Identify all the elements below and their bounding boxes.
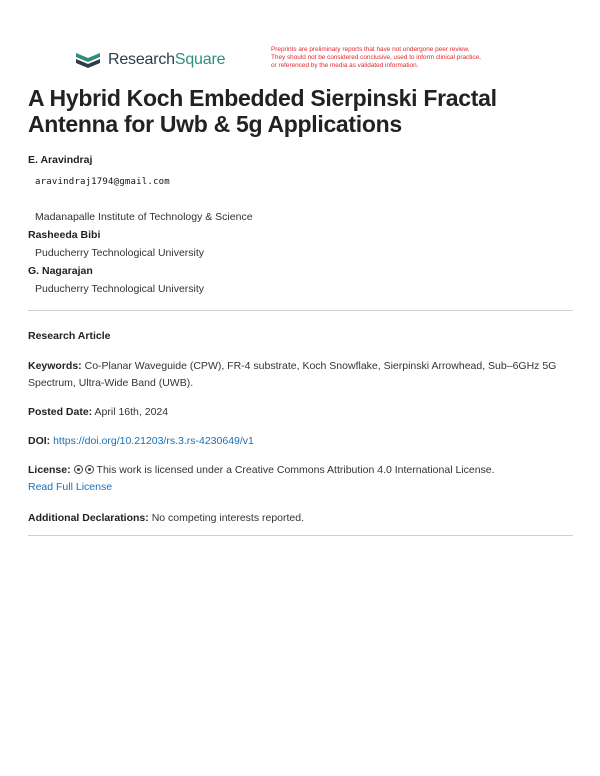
preprint-disclaimer <box>271 46 571 70</box>
research-square-logo-icon <box>74 49 102 71</box>
creative-commons-icons <box>74 465 94 474</box>
doi-label: DOI: <box>28 435 51 447</box>
keywords-label: Keywords: <box>28 360 82 372</box>
author-name: E. Aravindraj <box>28 154 93 166</box>
author-affiliation: Puducherry Technological University <box>35 283 205 295</box>
research-square-logo[interactable] <box>74 47 225 73</box>
author-email[interactable]: aravindraj1794@gmail.com <box>35 177 170 187</box>
posted-date-value: April 16th, 2024 <box>94 406 169 418</box>
disclaimer-line: Preprints are preliminary reports that have not undergone peer review. <box>271 46 470 53</box>
doi-link[interactable]: https://doi.org/10.21203/rs.3.rs-4230649/v1 <box>53 435 254 447</box>
author-name: Rasheeda Bibi <box>28 229 101 241</box>
article-type: Research Article <box>28 330 111 342</box>
author-affiliation: Madanapalle Institute of Technology & Science <box>35 211 253 223</box>
cc-icon <box>74 465 83 474</box>
license-section <box>28 462 573 496</box>
declarations-text: No competing interests reported. <box>151 512 305 524</box>
read-full-license-link[interactable]: Read Full License <box>28 481 113 493</box>
license-label: License: <box>28 464 71 476</box>
brand-research-text: Research <box>108 51 175 68</box>
section-divider <box>28 310 573 311</box>
paper-title: A Hybrid Koch Embedded Sierpinski Fractal Antenna for Uwb & 5g Applications <box>28 85 497 137</box>
declarations-section <box>28 510 573 527</box>
doi-section <box>28 433 573 450</box>
brand-square-text: Square <box>174 51 226 68</box>
declarations-label: Additional Declarations: <box>28 512 149 524</box>
section-divider <box>28 535 573 536</box>
disclaimer-line: or referenced by the media as validated information. <box>271 62 419 69</box>
keywords-text: Co-Planar Waveguide (CPW), FR-4 substrate, Koch Snowflake, Sierpinski Arrowhead, Sub–6GHz 5G Spectrum, Ultra-Wide Band (UWB). <box>28 360 557 389</box>
author-name: G. Nagarajan <box>28 265 93 277</box>
license-text: This work is licensed under a Creative Commons Attribution 4.0 International License. <box>96 464 495 476</box>
author-affiliation: Puducherry Technological University <box>35 247 205 259</box>
posted-date-section <box>28 404 573 421</box>
keywords-section <box>28 358 573 392</box>
attribution-icon <box>85 465 94 474</box>
disclaimer-line: They should not be considered conclusive, used to inform clinical practice, <box>271 54 481 61</box>
posted-date-label: Posted Date: <box>28 406 93 418</box>
